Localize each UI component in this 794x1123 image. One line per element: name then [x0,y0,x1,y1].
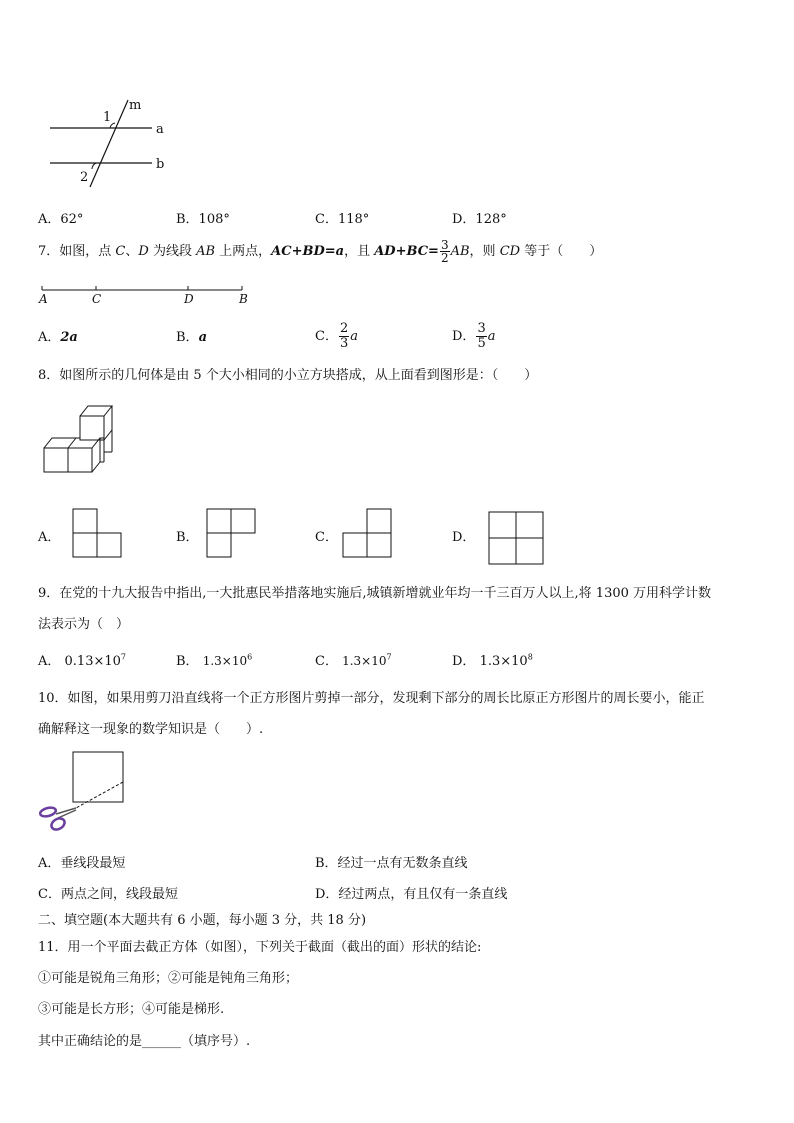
line-a-label: a [156,122,164,137]
line-b-label: b [156,157,165,172]
q10-option-d[interactable]: D．经过两点，有且仅有一条直线 [315,887,508,902]
angle-2-label: 2 [80,170,89,185]
q10-option-a[interactable]: A．垂线段最短 [38,856,126,871]
segment-ab-figure [38,284,258,306]
q7-fraction: $\frac{3}{2}$ [440,238,449,265]
q11-answer-line[interactable]: 其中正确结论的是______（填序号）. [38,1034,251,1049]
point-a-label: A [39,292,48,306]
q9-question-line2: 法表示为（ ） [38,617,130,632]
q9-option-b[interactable]: B． $1.3\times 10^6$ [176,652,253,669]
q8-option-d-shape[interactable] [488,511,546,565]
q10-option-b[interactable]: B．经过一点有无数条直线 [315,856,468,871]
q7-question: 7．如图，点 C、D 为线段 AB 上两点，AC+BD=a，且 AD+BC= $\frac{3}{2}$ AB，则 CD 等于（ ） [38,238,603,265]
q6-option-d[interactable]: D．128° [452,212,507,227]
parallel-lines-figure [40,95,220,190]
q11-statement-3-4: ③可能是长方形；④可能是梯形. [38,1002,225,1017]
square-scissors-figure [38,748,130,836]
q11-statement-1-2: ①可能是锐角三角形；②可能是钝角三角形； [38,971,299,986]
q10-option-c[interactable]: C．两点之间，线段最短 [38,887,178,902]
q6-option-c[interactable]: C．118° [315,212,370,227]
q8-option-a-shape[interactable] [72,508,122,560]
q9-option-a[interactable]: A． $0.13\times 10^7$ [38,652,127,669]
line-m-label: m [129,98,142,113]
point-d-label: D [184,292,194,306]
scissors-icon [39,806,76,832]
angle-1-label: 1 [103,110,112,125]
q8-option-d[interactable]: D． [452,530,476,545]
cube-solid-figure [42,402,114,476]
q8-option-a[interactable]: A． [38,530,61,545]
point-b-label: B [239,292,248,306]
q7-option-d[interactable]: D． $\frac{3}{5}$ a [452,321,496,351]
q8-question: 8．如图所示的几何体是由 5 个大小相同的小立方块搭成，从上面看到图形是：（ ） [38,368,538,383]
section-title: 二、填空题(本大题共有 6 小题，每小题 3 分，共 18 分) [38,913,367,928]
q7-option-c[interactable]: C． $\frac{2}{3}$ a [315,321,358,351]
q7-option-b[interactable]: B．a [176,330,207,345]
q10-question-line1: 10．如图，如果用剪刀沿直线将一个正方形图片剪掉一部分，发现剩下部分的周长比原正方形图片的周长要小，能正 [38,691,705,706]
q8-option-b[interactable]: B． [176,530,199,545]
q9-option-c[interactable]: C． $1.3\times 10^7$ [315,652,392,669]
q10-question-line2: 确解释这一现象的数学知识是（ ）. [38,722,264,737]
q9-option-d[interactable]: D． $1.3\times 10^8$ [452,652,533,669]
q8-option-b-shape[interactable] [206,508,256,560]
q7-option-a[interactable]: A．2a [38,330,78,345]
q6-option-a[interactable]: A．62° [38,212,84,227]
q9-question-line1: 9．在党的十九大报告中指出,一大批惠民举措落地实施后,城镇新增就业年均一千三百万人以上,将 1300 万用科学计数 [38,586,712,601]
q8-option-c-shape[interactable] [342,508,392,560]
point-c-label: C [92,292,102,306]
q11-question-line1: 11．用一个平面去截正方体（如图），下列关于截面（截出的面）形状的结论: [38,940,482,955]
q6-option-b[interactable]: B．108° [176,212,230,227]
q8-option-c[interactable]: C． [315,530,338,545]
